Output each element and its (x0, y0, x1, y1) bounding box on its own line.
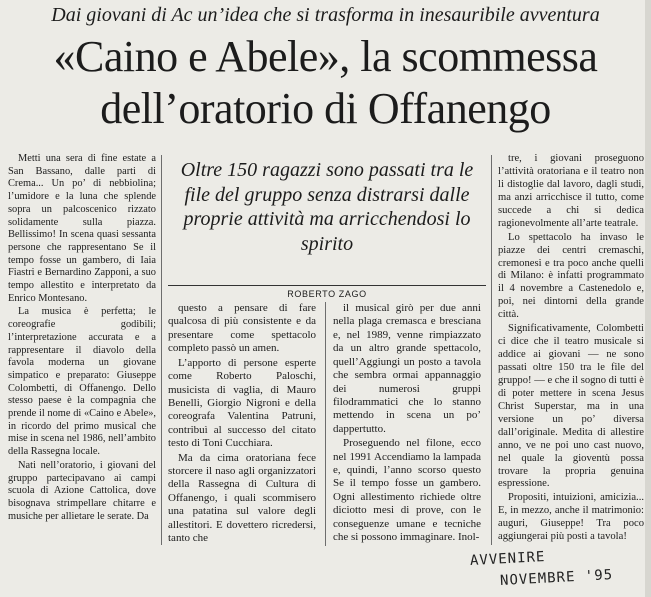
article-column-4 (498, 153, 644, 544)
kicker: Dai giovani di Ac un’idea che si trasforma in inesauribile avventura (51, 4, 600, 26)
paragraph: Proseguendo nel filone, ecco nel 1991 Accendiamo la lampada e, quindi, l’anno scorso questo Se il tempo fosse un gambero. Ogni allestimento richiede oltre diciotto mesi di prove, con le conseguenze umane e tecniche che si possono immaginare. Inol- (333, 437, 481, 544)
paragraph: Significativamente, Colombetti ci dice che il teatro musicale si addice ai giovani — ne sono passati oltre 150 tra le file del gruppo! — e che il sogno di tutti è di poter mettere in scena Jesus Christ Superstar, ma in una versione un po’ diversa dall’originale. Medita di allestire anno, ve ne poi uno cast nuovo, nel quale la gioventù possa trovare la propria genuina espressione. (498, 323, 644, 490)
headline-line-2: dell’oratorio di Offanengo (100, 84, 551, 133)
paragraph: La musica è perfetta; le coreografie godibili; l’interpretazione accurata e a rappresentare il diavolo della favola moderna un giovane simpatico e preparato: Giuseppe Colombetti, di Offanengo. Dello stesso paese è la compagnia che prende il nome di «Caino e Abele», in ricordo del primo musical che mise in scena nel 1986, nell’ambito della Rassegna locale. (8, 306, 156, 458)
paragraph: Lo spettacolo ha invaso le piazze dei centri cremaschi, cremonesi e tra poco anche quelli di Milano: è infatti programmato il 4 novembre a Castenedolo e, poi, nei dintorni della grande città. (498, 231, 644, 321)
column-divider (325, 302, 326, 546)
handwritten-date: NOVEMBRE '95 (499, 567, 614, 589)
column-divider (491, 155, 492, 545)
headline-line-1: «Caino e Abele», la scommessa (53, 32, 598, 81)
byline: ROBERTO ZAGO (287, 289, 367, 299)
paragraph: il musical girò per due anni nella plaga cremasca e bresciana e, nel 1989, venne rimpiazzato da un altro grande spettacolo, quell’Aggiungi un posto a tavola che sembra ormai appannaggio dei numerosi gruppi filodrammatici che lo stanno mettendo in scena un po’ dappertutto. (333, 302, 481, 435)
article-column-2 (168, 302, 316, 546)
paragraph: L’apporto di persone esperte come Roberto Paloschi, musicista di vaglia, di Mauro Benelli, Giorgio Nigroni e della coreografa Valentina Patruni, contribuì al successo del citato testo di Toni Cucchiara. (168, 356, 316, 450)
byline-rule (168, 285, 486, 286)
article-column-3 (333, 302, 481, 545)
paragraph: tre, i giovani proseguono l’attività oratoriana e il teatro non li distoglie dal lavoro, dagli studi, ma anzi arricchisce il tutto, come succede a chi si dedica ragionevolmente all’arte teatrale. (498, 153, 644, 229)
article-column-1 (8, 153, 156, 523)
paragraph: Metti una sera di fine estate a San Bassano, dalle parti di Crema... Un po’ di nebbiolina; l’umidore e la luna che splende sopra un palcoscenico rizzato solidamente sulla piazza. Bellissimo! In scena quasi sessanta persone che rappresentano Se il tempo fosse un gambero, di Iaia Fiastri e Bernardino Zapponi, a suo tempo allestito e interpretato da Enrico Montesano. (8, 153, 156, 304)
column-divider (161, 155, 162, 545)
scan-edge (645, 0, 651, 597)
paragraph: Nati nell’oratorio, i giovani del gruppo partecipavano ai campi scuola di Azione Cattolica, dove bisognava strimpellare chitarre e musiche per allietare le serate. Da (8, 459, 156, 522)
intro-blurb: Oltre 150 ragazzi sono passati tra le file del gruppo senza distrarsi dalle proprie attività ma arricchendosi lo spirito (180, 159, 474, 255)
handwritten-source: AVVENIRE (469, 549, 546, 569)
paragraph: Propositi, intuizioni, amicizia... E, in mezzo, anche il matrimonio: auguri, Giuseppe! Tra poco aggiungerai più posti a tavola! (498, 492, 644, 543)
paragraph: Ma da cima oratoriana fece storcere il naso agli organizzatori della Rassegna di Cultura di Offanengo, i quali scommisero una patatina sul valore degli allestitori. E dovettero ricredersi, tanto che (168, 451, 316, 545)
paragraph: questo a pensare di fare qualcosa di più consistente e da presentare come spettacolo completo passò un amen. (168, 302, 316, 355)
